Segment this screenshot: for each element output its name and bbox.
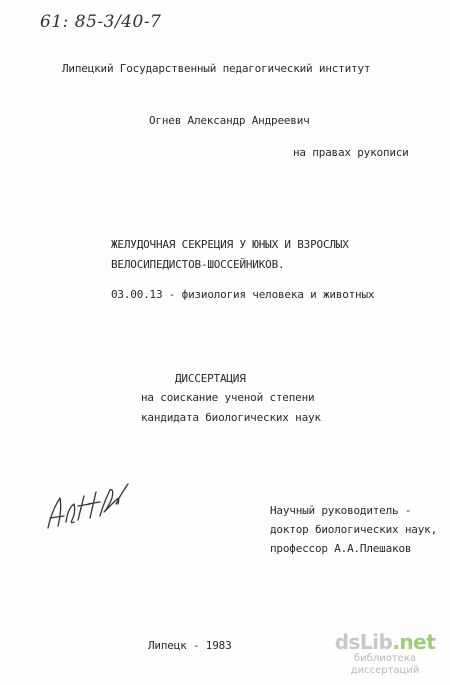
advisor-line-2: доктор биологических наук, — [270, 523, 437, 536]
specialty-code: 03.00.13 - физиология человека и животных — [111, 288, 375, 301]
author-name: Огнев Александр Андреевич — [149, 114, 310, 127]
document-type: ДИССЕРТАЦИЯ — [175, 372, 246, 385]
rights-note: на правах рукописи — [293, 146, 409, 159]
degree-line-1: на соискание ученой степени — [141, 391, 315, 404]
handwritten-signature — [38, 470, 138, 540]
degree-line-2: кандидата биологических наук — [141, 411, 321, 424]
advisor-line-3: профессор А.А.Плешаков — [270, 542, 412, 555]
watermark-tagline: библиотека диссертаций — [350, 653, 420, 676]
site-watermark — [330, 631, 440, 677]
watermark-logo: dsLib.net — [334, 630, 436, 654]
thesis-title-line-1: ЖЕЛУДОЧНАЯ СЕКРЕЦИЯ У ЮНЫХ И ВЗРОСЛЫХ — [111, 238, 349, 251]
advisor-line-1: Научный руководитель - — [270, 504, 412, 517]
thesis-title-line-2: ВЕЛОСИПЕДИСТОВ-ШОССЕЙНИКОВ. — [111, 258, 285, 271]
institution-name: Липецкий Государственный педагогический институт — [62, 62, 371, 75]
archive-mark: 61: 85-3/40-7 — [40, 12, 162, 32]
place-and-year: Липецк - 1983 — [148, 639, 232, 652]
